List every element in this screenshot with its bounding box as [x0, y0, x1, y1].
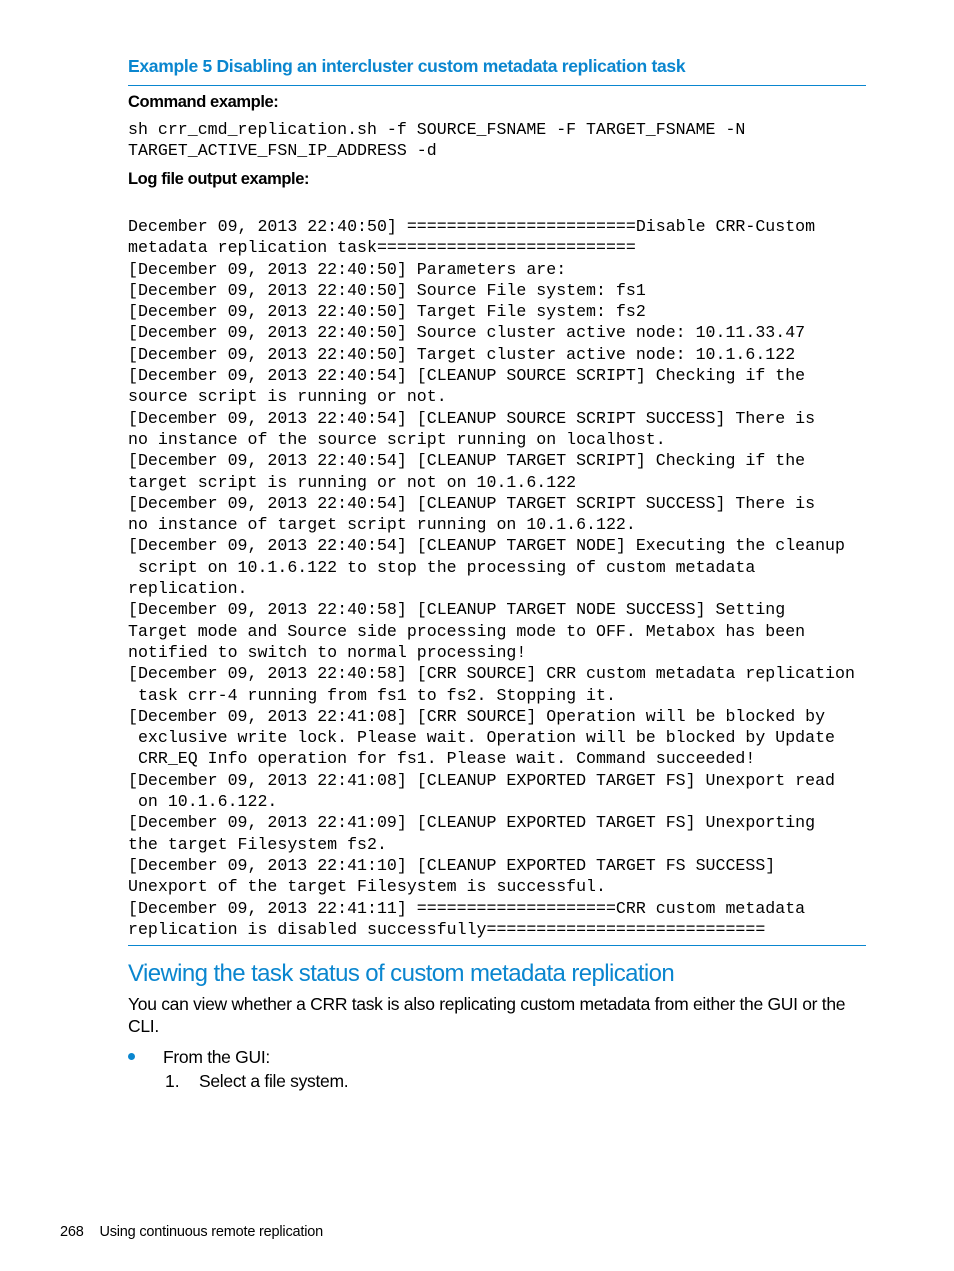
- command-example-label: Command example:: [128, 93, 279, 111]
- example-title: Example 5 Disabling an intercluster custom metadata replication task: [128, 56, 686, 76]
- page-footer: [60, 1223, 323, 1241]
- log-output-block: December 09, 2013 22:40:50] =======================Disable CRR-Custom metadata replication task========================== [December 09, 2013 22:40:50] Parameters are: [December 09, 2013 22:40:50] Source File system: fs1 [December 09, 2013 22:40:50] Target File system: fs2 [December 09, 2013 22:40:50] Source cluster active node: 10.11.33.47 [December 09, 2013 22:40:50] Target cluster active node: 10.1.6.122 [December 09, 2013 22:40:54] [CLEANUP SOURCE SCRIPT] Checking if the source script is running or not. [December 09, 2013 22:40:54] [CLEANUP SOURCE SCRIPT SUCCESS] There is no instance of the source script running on localhost. [December 09, 2013 22:40:54] [CLEANUP TARGET SCRIPT] Checking if the target script is running or not on 10.1.6.122 [December 09, 2013 22:40:54] [CLEANUP TARGET SCRIPT SUCCESS] There is no instance of target script running on 10.1.6.122. [December 09, 2013 22:40:54] [CLEANUP TARGET NODE] Executing the cleanup script on 10.1.6.122 to stop the processing of custom metadata replication. [December 09, 2013 22:40:58] [CLEANUP TARGET NODE SUCCESS] Setting Target mode and Source side processing mode to OFF. Metabox has been notified to switch to normal processing! [December 09, 2013 22:40:58] [CRR SOURCE] CRR custom metadata replication task crr-4 running from fs1 to fs2. Stopping it. [December 09, 2013 22:41:08] [CRR SOURCE] Operation will be blocked by exclusive write lock. Please wait. Operation will be blocked by Update CRR_EQ Info operation for fs1. Please wait. Command succeeded! [December 09, 2013 22:41:08] [CLEANUP EXPORTED TARGET FS] Unexport read on 10.1.6.122. [December 09, 2013 22:41:09] [CLEANUP EXPORTED TARGET FS] Unexporting the target Filesystem fs2. [December 09, 2013 22:41:10] [CLEANUP EXPORTED TARGET FS SUCCESS] Unexport of the target Filesystem is successful. [December 09, 2013 22:41:11] ====================CRR custom metadata replication is disabled successfully============================: [128, 217, 855, 939]
- section-heading: Viewing the task status of custom metadata replication: [128, 960, 675, 987]
- step-number: 1.: [165, 1071, 180, 1091]
- example-top-rule: [128, 85, 866, 86]
- section-paragraph: You can view whether a CRR task is also replicating custom metadata from either the GUI or the CLI.: [128, 994, 846, 1036]
- command-code-block: sh crr_cmd_replication.sh -f SOURCE_FSNAME -F TARGET_FSNAME -N TARGET_ACTIVE_FSN_IP_ADDRESS -d: [128, 120, 746, 161]
- page-number: 268: [60, 1224, 84, 1240]
- log-output-label: Log file output example:: [128, 170, 310, 188]
- bullet-dot-icon: [128, 1053, 135, 1060]
- footer-chapter-title: Using continuous remote replication: [99, 1224, 323, 1240]
- step-text: Select a file system.: [199, 1071, 349, 1091]
- example-bottom-rule: [128, 945, 866, 946]
- bullet-text: From the GUI:: [163, 1047, 270, 1067]
